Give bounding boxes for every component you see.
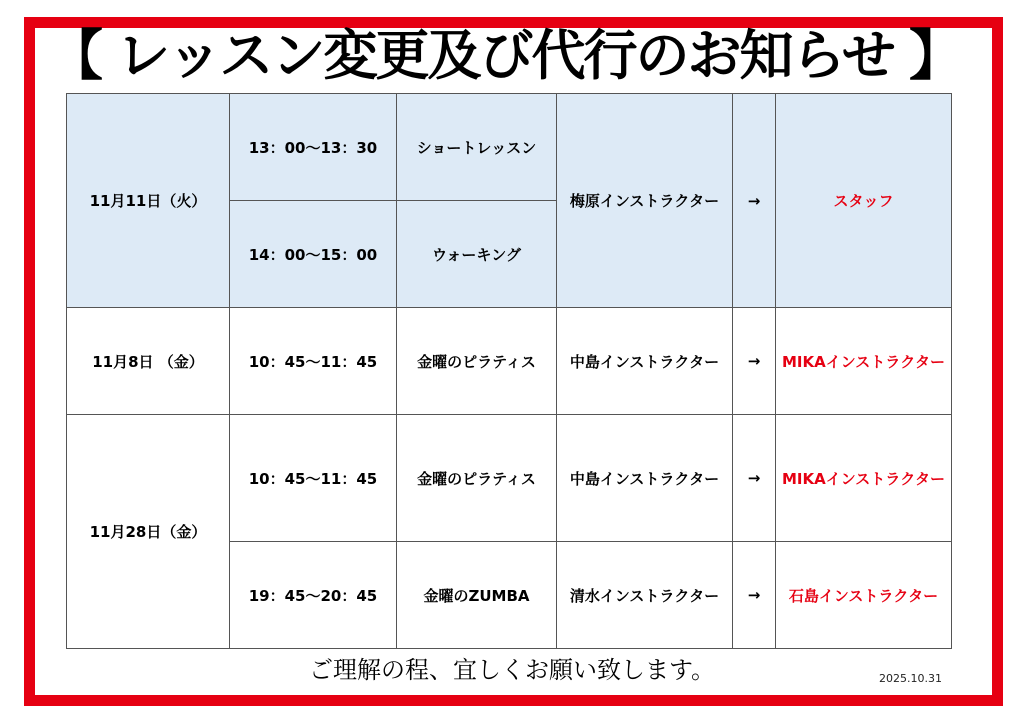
schedule-table bbox=[66, 93, 952, 649]
time-cell: 14：00～15：00 bbox=[230, 201, 397, 308]
substitute-instructor-cell: MIKAインストラクター bbox=[776, 415, 952, 542]
arrow-cell: → bbox=[733, 542, 776, 649]
time-cell: 19：45～20：45 bbox=[230, 542, 397, 649]
substitute-instructor-cell: 石島インストラクター bbox=[776, 542, 952, 649]
table-row bbox=[67, 308, 952, 415]
lesson-cell: ショートレッスン bbox=[397, 94, 557, 201]
original-instructor-cell: 梅原インストラクター bbox=[557, 94, 733, 308]
closing-message: ご理解の程、宜しくお願い致します。 bbox=[308, 656, 716, 684]
title-close-bracket: 】 bbox=[909, 24, 961, 87]
title-open-bracket: 【 bbox=[49, 24, 101, 87]
original-instructor-cell: 清水インストラクター bbox=[557, 542, 733, 649]
original-instructor-cell: 中島インストラクター bbox=[557, 415, 733, 542]
lesson-cell: 金曜のZUMBA bbox=[397, 542, 557, 649]
substitute-instructor-cell: スタッフ bbox=[776, 94, 952, 308]
date-cell: 11月11日（火） bbox=[67, 94, 230, 308]
page-title bbox=[40, 26, 970, 86]
original-instructor-cell: 中島インストラクター bbox=[557, 308, 733, 415]
lesson-cell: 金曜のピラティス bbox=[397, 308, 557, 415]
date-cell: 11月8日 （金） bbox=[67, 308, 230, 415]
arrow-cell: → bbox=[733, 415, 776, 542]
time-cell: 13：00～13：30 bbox=[230, 94, 397, 201]
time-cell: 10：45～11：45 bbox=[230, 308, 397, 415]
table-row bbox=[67, 415, 952, 542]
lesson-cell: ウォーキング bbox=[397, 201, 557, 308]
arrow-cell: → bbox=[733, 94, 776, 308]
table-row bbox=[67, 94, 952, 201]
substitute-instructor-cell: MIKAインストラクター bbox=[776, 308, 952, 415]
time-cell: 10：45～11：45 bbox=[230, 415, 397, 542]
date-cell: 11月28日（金） bbox=[67, 415, 230, 649]
title-text: レッスン変更及び代行のお知らせ bbox=[116, 24, 894, 87]
lesson-cell: 金曜のピラティス bbox=[397, 415, 557, 542]
date-stamp: 2025.10.31 bbox=[879, 672, 942, 685]
arrow-cell: → bbox=[733, 308, 776, 415]
